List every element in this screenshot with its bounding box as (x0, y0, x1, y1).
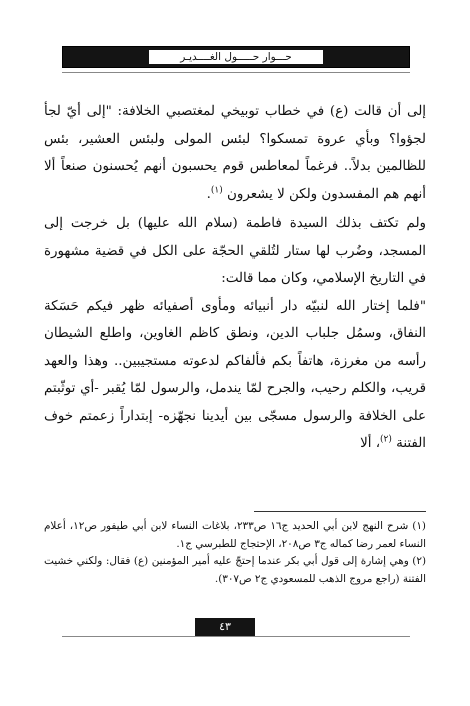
footnote-ref-1: (١) (210, 185, 223, 196)
running-header-label-box (149, 50, 323, 64)
paragraph-fatima-mosque: ولم تكتف بذلك السيدة فاطمة (سلام الله عليها) بل خرجت إلى المسجد، وضُرب لها ستار لتُلقي الحجّة على الكل في قضية مشهورة في التاريخ الإسلامي، وكان مما قالت: (44, 216, 426, 286)
page-number-badge (195, 618, 255, 636)
paragraph-3-end: ، ألا (360, 436, 381, 451)
header-rule (62, 72, 410, 73)
footnote-1: (١) شرح النهج لابن أبي الحديد ج١٦ ص٢٣٣، بلاغات النساء لابن أبي طيفور ص١٢، أعلام النساء لعمر رضا كماله ج٣ ص٢٠٨، الإحتجاج للطبرسي ج١. (44, 520, 426, 550)
footer-rule (62, 636, 410, 637)
footnote-separator (254, 511, 426, 512)
paragraph-quote-intro (44, 98, 426, 208)
footnotes (44, 518, 426, 588)
main-text (44, 98, 426, 458)
running-header-title: حـــوار حـــــول الغــــديـر (180, 51, 292, 63)
footnote-2: (٢) وهي إشارة إلى قول أبي بكر عندما إحتجّ عليه أمير المؤمنين (ع) فقال: ولكني خشيت الفتنة (راجع مروج الذهب للمسعودي ج٢ ص٣٠٧). (44, 555, 426, 585)
paragraph-3-text: "فلما إختار الله لنبيّه دار أنبيائه ومأوى أصفيائه ظهر فيكم حَسَكة النفاق، وسمُل جلباب الدين، ونطق كاظم الغاوين، واطلع الشيطان رأسه من مغرزة، هاتفاً بكم فألفاكم لدعوته مستجيبين.. وهذا والعهد قريب، والكلم رحيب، والجرح لمّا يندمل، والرسول لمّا يُقبر -أي توثّبتم على الخلافة والرسول مسجّى بين أيدينا نجهّزه- إبتداراً زعمتم خوف الفتنة (44, 298, 426, 451)
page-number: ٤٣ (219, 620, 231, 633)
paragraph-sermon-quote (44, 293, 426, 458)
paragraph-1-end: . (206, 186, 211, 202)
footnote-ref-2: (٢) (380, 434, 392, 445)
paragraph-1-text: إلى أن قالت (ع) في خطاب توبيخي لمغتصبي الخلافة: "إلى أيّ لجأ لجؤوا؟ وبأي عروة تمسكوا؟ لبئس المولى ولبئس العشير، بئس للظالمين بدلاً.. فرغماً لمعاطس قوم يحسبون أنهم يُحسنون صنعاً ألا أنهم هم المفسدون ولكن لا يشعرون (44, 104, 426, 202)
running-header-bar (62, 46, 410, 68)
